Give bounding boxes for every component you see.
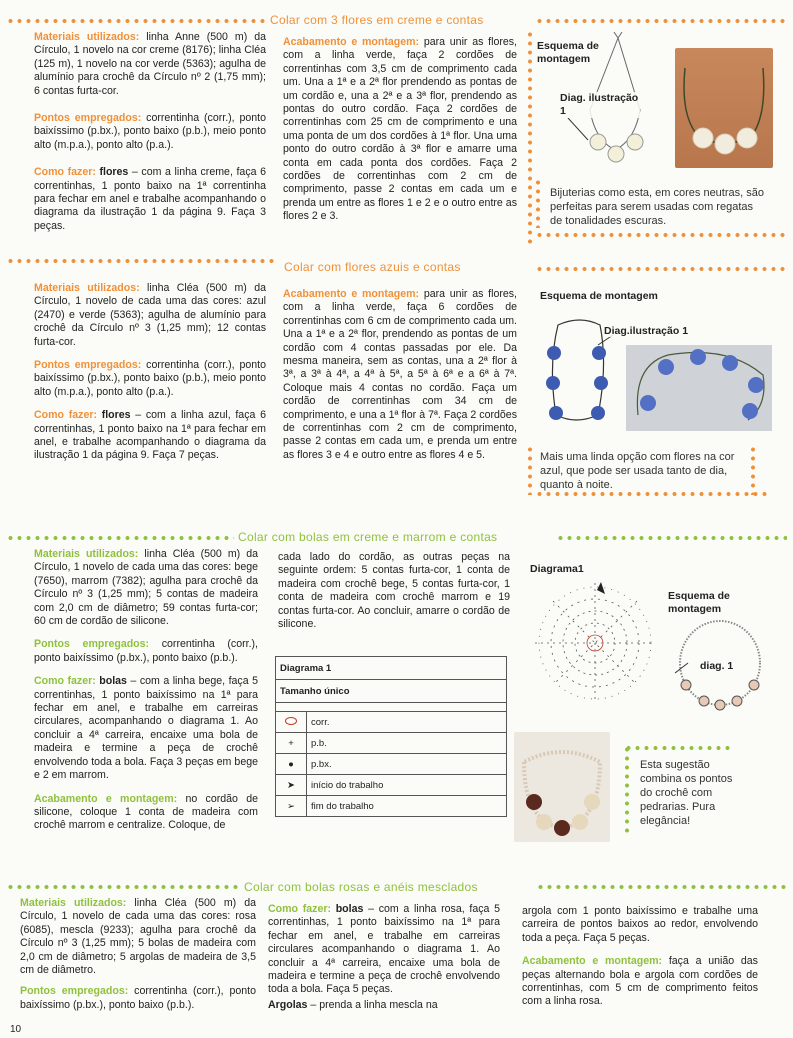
- flower-shape: [627, 134, 643, 150]
- photo-caption: Mais uma linda opção com flores na cor azul, que pode ser usada tanto de dia, quanto à noite.: [540, 451, 735, 491]
- diagram-legend: [275, 656, 507, 817]
- diag-label: Diag.ilustração 1: [604, 325, 724, 337]
- legend-item: corr.: [307, 712, 507, 733]
- start-arrow-icon: ➤: [276, 775, 307, 796]
- s4-mid-column: [268, 903, 500, 1018]
- how-heading: Como fazer:: [268, 903, 331, 915]
- materials-heading: Materiais utilizados:: [20, 897, 127, 909]
- crochet-stitches: [535, 583, 655, 703]
- divider-dots: [536, 884, 786, 890]
- s4-left-column: [20, 897, 256, 1018]
- divider-dots: [535, 18, 787, 24]
- finish-heading: Acabamento e montagem:: [522, 955, 663, 968]
- how-text: – com a linha azul, faça 6 correntinhas, 1 ponto baixo na 1ª para fechar em anel, e trabalhe acompanhando o diagrama da ilustração 1 da página 9. Faça 7 peças.: [34, 409, 266, 462]
- flower-shape: [590, 134, 606, 150]
- materials-text: linha Cléa (500 m) da Círculo, 1 novelo de cada uma das cores: rosa (6085), mescla (9233); agulha para crochê da Círculo nº 3 (1,25 mm); 5 bolas de madeira com 2,0 cm de diâmetro; 5 argolas de madeira de 3,5 cm de diâmetro.: [20, 897, 256, 977]
- flower-shape: [608, 146, 624, 162]
- necklace-photo-illustration: [514, 732, 610, 842]
- crochet-diagram: [525, 578, 665, 708]
- s1-right-column: [283, 36, 517, 230]
- dot-icon: ●: [276, 754, 307, 775]
- flower-shape: [690, 349, 706, 365]
- product-photo: [514, 732, 610, 842]
- flower-shape: [594, 376, 608, 390]
- flower-shape: [591, 406, 605, 420]
- scheme-label: Esquema de montagem: [537, 40, 599, 65]
- finish-text: para unir as flores, com a linha verde, faça 2 cordões de correntinhas com 3,5 cm de comprimento cada um. Una a 1ª e a 2ª flor prendendo as pontas de um cordão e, una a 2ª e a 3ª flor, prendendo as pontas do outro cordão. Faça 2 cordões de correntinhas com 25 cm de comprimento e una uma ponta de um dos cordões à 1ª flor. Una uma ponto do outro cordão à 3ª flor e amarre uma conta em cada ponta dos cordões. Faça 2 cordões de correntinhas com 2 cm de comprimento, passe 2 contas em cada um e prenda um entre as flores 1 e 2 e o outro entre as flores 2 e 3.: [283, 36, 517, 223]
- flower-shape: [722, 355, 738, 371]
- materials-heading: Materiais utilizados:: [34, 548, 139, 560]
- legend-item: início do trabalho: [307, 775, 507, 796]
- points-heading: Pontos empregados:: [34, 359, 142, 372]
- legend-item: p.bx.: [307, 754, 507, 775]
- flower-shape: [547, 346, 561, 360]
- s1-left-column: [34, 31, 266, 239]
- how-heading: Como fazer:: [34, 166, 96, 179]
- points-heading: Pontos empregados:: [34, 638, 150, 651]
- flower-shape: [592, 346, 606, 360]
- s4-right-column: [522, 905, 758, 1015]
- scheme-label: Esquema de montagem: [540, 290, 658, 302]
- divider-dots: [6, 258, 274, 264]
- caption-box-dots: [535, 491, 771, 497]
- diag-label: diag. 1: [700, 660, 734, 672]
- materials-heading: Materiais utilizados:: [34, 282, 140, 294]
- section-title: Colar com bolas rosas e anéis mesclados: [240, 880, 482, 894]
- finish-text: faça a união das peças alternando bola e argola com cordões de correntinhas, com 5 cm de comprimento feitos com a linha rosa.: [522, 955, 758, 1008]
- caption-box-dots: [535, 232, 785, 238]
- legend-spacer: [276, 703, 507, 712]
- finish-text: no cordão de silicone, coloque 1 conta de madeira com crochê marrom e centralize. Coloque, de: [34, 792, 258, 832]
- caption-box-dots: [624, 745, 734, 751]
- column-divider: [527, 30, 533, 248]
- pointer-line: [675, 663, 688, 673]
- pointer-line: [568, 118, 588, 140]
- bead: [699, 696, 709, 706]
- scheme-label: Esquema de montagem: [668, 590, 730, 615]
- legend-size: Tamanho único: [276, 680, 507, 703]
- s2-left-column: [34, 282, 266, 469]
- how-text: – com a linha bege, faça 5 correntinhas, 1 ponto baixíssimo na 1ª para fechar em anel, e trabalhe em carreiras circulares, acompanhando o diagrama 1. Ao concluir a 4ª carreira, encaixe uma bola de madeira e termine a peça de crochê envolvendo toda a bola. Faça 3 peças em bege e 2 em marrom.: [34, 675, 258, 782]
- how-bold: flores: [96, 409, 131, 422]
- flower-shape: [742, 403, 758, 419]
- caption-box-dots: [624, 745, 630, 835]
- rings-text: – prenda a linha mescla na: [307, 998, 438, 1011]
- end-arrow-icon: ➢: [276, 796, 307, 817]
- finish-text: para unir as flores, com a linha verde, faça 6 cordões de correntinhas com 6 cm de comprimento cada um. Una a 1ª e a 2ª flor, prendendo as pontas de um cordão com 4 contas passadas por ele. Da mesma maneira, sem as contas, una a 2ª flor à 3ª, a 3ª à 4ª, a 4ª à 5ª, a 5ª à 6ª e a 6ª à 7ª. Coloque mais 4 contas no cordão. Faça um cordão de correntinhas com 34 cm de comprimento, e una a 1ª flor à 7ª. Faça 2 cordões de correntinhas com 2 cm de comprimento, passe 2 contas em cada um, e prenda um entre as flores 3 e 4 e outro entre as flores 4 e 5.: [283, 288, 517, 461]
- how-text: – com a linha creme, faça 6 correntinhas, 1 ponto baixo na 1ª correntinha para fechar em anel e trabalhe acompanhando o diagrama da ilustração 1 da página 9. Faça 3 peças.: [34, 166, 266, 232]
- necklace-cord: [552, 320, 603, 420]
- legend-title: Diagrama 1: [276, 657, 507, 680]
- s3-left-column: [34, 548, 258, 839]
- divider-dots: [535, 266, 787, 272]
- divider-dots: [6, 535, 236, 541]
- cord-ends: [614, 32, 622, 38]
- page-number: 10: [10, 1024, 22, 1035]
- flower-shape: [640, 395, 656, 411]
- section-title: Colar com 3 flores em creme e contas: [266, 13, 488, 27]
- how-bold: flores: [95, 166, 129, 179]
- diag-label: Diag. ilustração 1: [560, 92, 639, 117]
- points-text: correntinha (corr.), ponto baixíssimo (p.bx.), ponto baixo (p.b.), meio ponto alto (m.p.a.), ponto alto (p.a.).: [34, 112, 266, 151]
- section-title: Colar com flores azuis e contas: [280, 260, 465, 274]
- caption-box-dots: [535, 178, 541, 228]
- divider-dots: [6, 18, 268, 24]
- divider-dots: [556, 535, 787, 541]
- flower-shape: [748, 377, 764, 393]
- bead: [749, 680, 759, 690]
- s3-mid-column: [278, 551, 510, 637]
- flower-shape: [658, 359, 674, 375]
- legend-item: fim do trabalho: [307, 796, 507, 817]
- how-text: – com a linha rosa, faça 5 correntinhas, 1 ponto baixíssimo na 1ª para fechar em anel, e trabalhe em carreiras circulares acompanhando o diagrama 1. Ao concluir a 4ª carreira, encaixe uma bola de madeira e termine a peça de crochê envolvendo toda a bola. Faça 5 peças.: [268, 903, 500, 996]
- s2-right-column: [283, 288, 517, 468]
- how-heading: Como fazer:: [34, 675, 96, 688]
- rings-heading: Argolas: [268, 998, 308, 1011]
- plus-icon: +: [276, 733, 307, 754]
- photo-caption: Bijuterias como esta, em cores neutras, são perfeitas para serem usadas com regatas de tonalidades escuras.: [550, 187, 764, 227]
- finish-heading: Acabamento e montagem:: [283, 288, 420, 300]
- flower-shape: [549, 406, 563, 420]
- points-text: correntinha (corr.), ponto baixíssimo (p.bx.), ponto baixo (p.b.).: [20, 985, 256, 1011]
- finish-heading: Acabamento e montagem:: [283, 36, 420, 48]
- legend-item: p.b.: [307, 733, 507, 754]
- necklace-photo-illustration: [675, 48, 773, 168]
- section-title: Colar com bolas em creme e marrom e contas: [234, 530, 501, 544]
- product-photo: [675, 48, 773, 168]
- photo-caption: Esta sugestão combina os pontos do crochê com pedrarias. Pura elegância!: [640, 759, 733, 827]
- points-heading: Pontos empregados:: [34, 112, 142, 125]
- materials-heading: Materiais utilizados:: [34, 31, 140, 43]
- caption-box-dots: [527, 445, 533, 495]
- how-heading: Como fazer:: [34, 409, 97, 422]
- materials-text: linha Cléa (500 m) da Círculo, 1 novelo de cada uma das cores: azul (2470) e verde (5363); agulha de alumínio para crochê da Círculo nº 3 (1,25 mm); 12 contas furta-cor.: [34, 282, 266, 348]
- diagram-label: Diagrama1: [530, 563, 584, 575]
- how-bold: bolas: [330, 903, 364, 915]
- how-bold: bolas: [95, 675, 127, 688]
- rings-continued: argola com 1 ponto baixíssimo e trabalhe uma carreira de pontos baixos ao redor, envolvendo toda a peça. Faça 5 peças.: [522, 905, 758, 944]
- bead: [715, 700, 725, 710]
- divider-dots: [6, 884, 241, 890]
- materials-text: linha Anne (500 m) da Círculo, 1 novelo na cor creme (8176); linha Cléa (125 m), 1 novelo na cor verde (5363); agulha de alumínio para crochê da Círculo nº 2 (1,75 mm); 6 contas furta-cor.: [34, 31, 266, 97]
- finish-continued: cada lado do cordão, as outras peças na seguinte ordem: 5 contas furta-cor, 1 conta de madeira com crochê bege, 5 contas furta-cor, 1 conta de madeira com crochê marrom e 19 contas furta-cor. Ao concluir, amarre o cordão de silicone.: [278, 551, 510, 631]
- bead: [732, 696, 742, 706]
- flower-shape: [546, 376, 560, 390]
- legend-table: [275, 656, 507, 817]
- bead: [681, 680, 691, 690]
- chain-icon: [276, 712, 307, 733]
- materials-text: linha Cléa (500 m) da Círculo, 1 novelo de cada uma das cores: bege (7650), marrom (7382); agulha para crochê da Círculo nº 3 (1,25 mm); 5 contas de madeira com 2,0 cm de diâmetro; 59 contas furta-cor; 60 cm de cordão de silicone.: [34, 548, 258, 628]
- points-text: correntinha (corr.), ponto baixíssimo (p.bx.), ponto baixo (p.b.), meio ponto alto (m.p.a.), ponto alto (p.a.).: [34, 359, 266, 398]
- start-arrow-icon: [597, 582, 605, 594]
- points-text: correntinha (corr.), ponto baixíssimo (p.bx.), ponto baixo (p.b.).: [34, 638, 258, 664]
- finish-heading: Acabamento e montagem:: [34, 792, 178, 805]
- caption-box-dots: [750, 445, 756, 495]
- points-heading: Pontos empregados:: [20, 985, 129, 998]
